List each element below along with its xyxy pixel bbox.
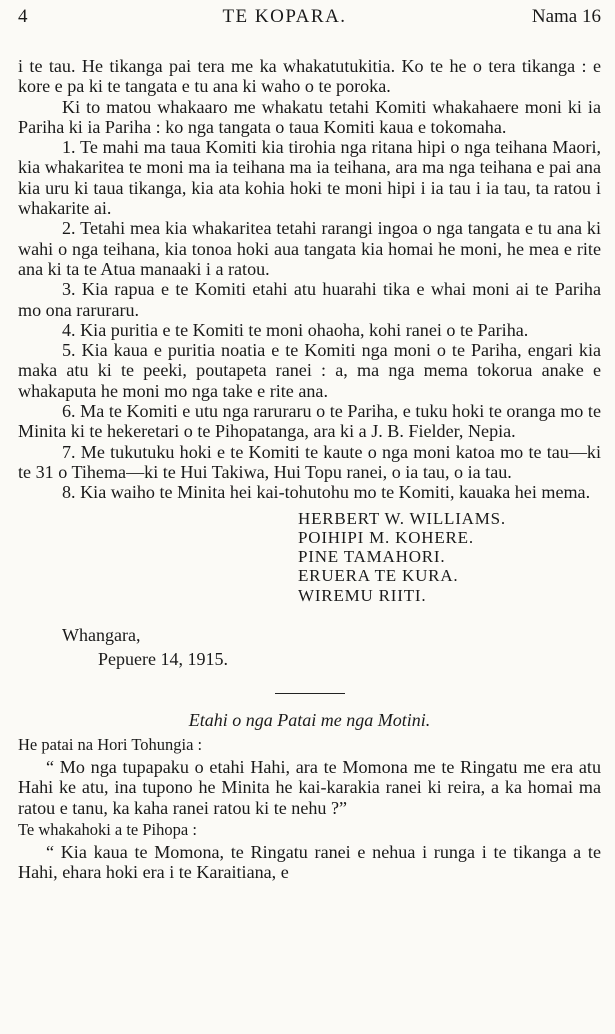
section-title: Etahi o nga Patai me nga Motini. [188, 710, 431, 731]
signatories-block [298, 509, 601, 605]
paragraph-item-6: 6. Ma te Komiti e utu nga raruraru o te Pariha, e tuku hoki te oranga mo te Minita ki te hekeretari o te Pihopatanga, ara ki a J. B. Fielder, Nepia. [18, 401, 601, 442]
answer-speaker: Te whakahoki a te Pihopa : [18, 819, 197, 839]
page-number: 4 [18, 6, 28, 27]
signatory: POIHIPI M. KOHERE. [298, 527, 474, 547]
question-speaker: He patai na Hori Tohungia : [18, 735, 203, 755]
signatory: PINE TAMAHORI. [298, 547, 446, 567]
answer-quote: “ Kia kaua te Momona, te Ringatu ranei e nehua i runga i te tikanga a te Hahi, ehara hoki era i te Karaitiana, e [18, 841, 601, 883]
paragraph-item-3: 3. Kia rapua e te Komiti etahi atu huarahi tika e whai moni ai te Pariha mo ona raruraru. [18, 279, 601, 320]
paragraph-item-8: 8. Kia waiho te Minita hei kai-tohutohu mo te Komiti, kauaka hei mema. [62, 482, 591, 503]
dateline [62, 623, 601, 671]
signatory: ERUERA TE KURA. [298, 566, 459, 586]
signatory: HERBERT W. WILLIAMS. [298, 508, 506, 528]
dateline-place: Whangara, [62, 625, 141, 646]
dateline-date: Pepuere 14, 1915. [98, 649, 228, 670]
paragraph-item-1: 1. Te mahi ma taua Komiti kia tirohia nga ritana hipi o nga teihana Maori, kia whakaritea te moni ma ia teihana ma ia teihana, ara ma nga teihana e pai ana kia uru ki taua tikanga, kia ata kohia hoki te moni hipi i ia tau i ia tau, ta ratou i whakarite ai. [18, 137, 601, 219]
page-header [18, 0, 601, 34]
paragraph-item-7: 7. Me tukutuku hoki e te Komiti te kaute o nga moni katoa mo te tau—ki te 31 o Tihema—ki te Hui Takiwa, Hui Topu ranei, o ia tau, o ia tau. [18, 441, 601, 482]
paragraph-item-5: 5. Kia kaua e puritia noatia e te Komiti nga moni o te Pariha, engari kia maka atu ki te peeki, poutapeta ranei : a, ma nga mema tokorua anake e whakaputa he moni mo nga take e rite ana. [18, 340, 601, 401]
section-divider [275, 693, 345, 694]
publication-title: TE KOPARA. [222, 6, 347, 27]
paragraph-item-2: 2. Tetahi mea kia whakaritea tetahi rarangi ingoa o nga tangata e tu ana ki wahi o nga teihana, kia tonoa hoki aua tangata kia homai he moni, he mea e rite ana ki ta te Atua manaaki i a ratou. [18, 218, 601, 279]
paragraph-committee-proposal: Ki to matou whakaaro me whakatu tetahi Komiti whakahaere moni ki ia Pariha ki ia Pariha : ko nga tangata o taua Komiti kaua e tokomaha. [18, 96, 601, 137]
article-body [18, 56, 601, 503]
issue-number: Nama 16 [531, 6, 601, 27]
signatory: WIREMU RIITI. [298, 585, 427, 605]
paragraph-item-4: 4. Kia puritia e te Komiti te moni ohaoha, kohi ranei o te Pariha. [62, 319, 529, 340]
paragraph-continuation: i te tau. He tikanga pai tera me ka whakatutukitia. Ko te he o tera tikanga : e kore e pa ki te tangata e tu ana ki waho o te poroka. [18, 56, 601, 97]
question-quote: “ Mo nga tupapaku o etahi Hahi, ara te Momona me te Ringatu me era atu Hahi ke atu, ina tupono he Minita he kai-karakia ranei ki reira, a ka homai ma ratou e tanu, ka kaha ranei ratou ki te nehu ?” [18, 757, 601, 818]
